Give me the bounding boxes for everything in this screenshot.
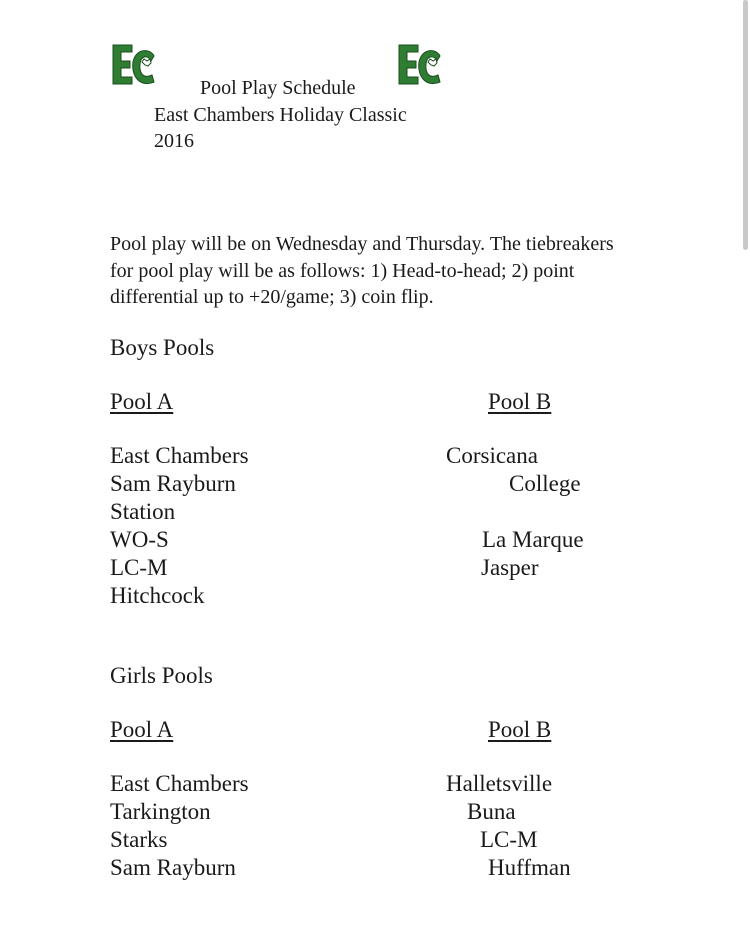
girls-pool-b-team: Halletsville <box>446 771 553 796</box>
girls-pool-a-team: Tarkington <box>110 799 211 824</box>
document-subtitle: East Chambers Holiday Classic <box>154 104 407 126</box>
boys-pool-b-team: Corsicana <box>446 443 538 468</box>
girls-pool-a-heading: Pool A <box>110 717 174 742</box>
boys-pool-b-team: Jasper <box>481 555 539 580</box>
boys-pools-heading: Boys Pools <box>110 335 215 360</box>
boys-pool-a-team: Hitchcock <box>110 583 205 608</box>
girls-pool-a-team: East Chambers <box>110 771 249 796</box>
girls-pool-b-team: Huffman <box>488 855 571 880</box>
boys-pool-a-team: WO-S <box>110 527 169 552</box>
boys-pool-a-team: East Chambers <box>110 443 249 468</box>
girls-pool-a-team: Sam Rayburn <box>110 855 236 880</box>
girls-pool-a-team: Starks <box>110 827 168 852</box>
boys-pool-a-heading: Pool A <box>110 389 174 414</box>
document-title: Pool Play Schedule <box>200 77 356 99</box>
boys-pool-b-team: College <box>509 471 581 496</box>
girls-pool-b-team: Buna <box>467 799 516 824</box>
boys-pool-a-team: LC-M <box>110 555 168 580</box>
document-year: 2016 <box>154 130 194 152</box>
vertical-scrollbar[interactable] <box>743 0 748 250</box>
girls-pool-b-heading: Pool B <box>488 717 552 742</box>
girls-pool-b-team: LC-M <box>480 827 538 852</box>
ec-logo-left <box>110 42 156 92</box>
ec-logo-right <box>396 42 442 92</box>
boys-pool-a-team: Sam Rayburn <box>110 471 236 496</box>
girls-pools-heading: Girls Pools <box>110 663 213 688</box>
boys-pool-b-team: La Marque <box>482 527 584 552</box>
intro-paragraph: Pool play will be on Wednesday and Thursday. The tiebreakers for pool play will be as follows: 1) Head-to-head; 2) point differential up to +20/game; 3) coin flip. <box>110 233 614 308</box>
boys-pool-b-heading: Pool B <box>488 389 552 414</box>
boys-pool-a-team: Station <box>110 499 176 524</box>
